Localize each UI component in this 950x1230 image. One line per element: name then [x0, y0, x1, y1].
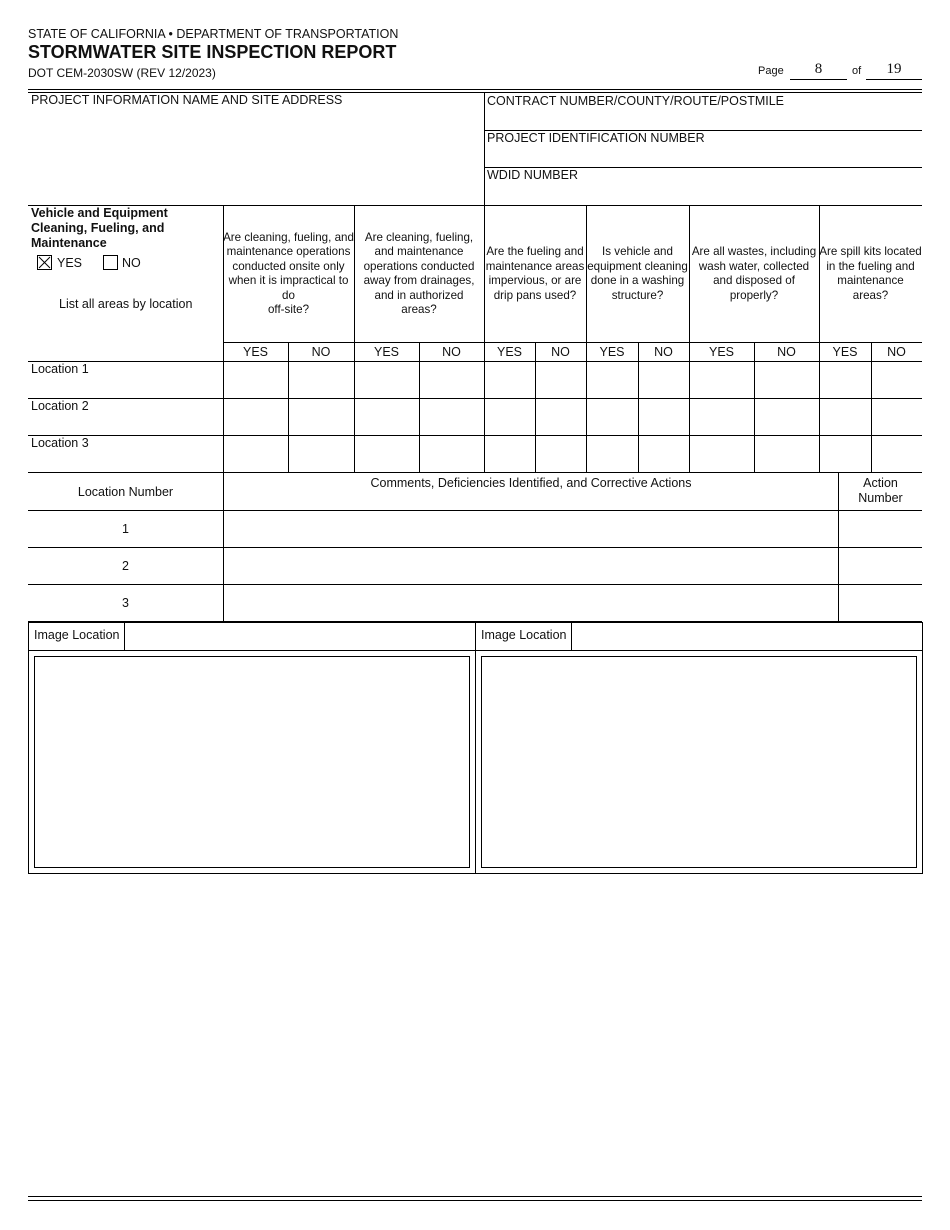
comment-location-number-3: 3 [122, 596, 129, 610]
image-frame-left[interactable] [34, 656, 470, 868]
answer-cell-loc3-q4-no[interactable] [639, 436, 689, 471]
answer-cell-loc1-q3-yes[interactable] [485, 362, 535, 397]
answer-cell-loc1-q4-no[interactable] [639, 362, 689, 397]
no-col-header-q6: NO [887, 345, 906, 359]
yes-col-header-q4: YES [599, 345, 625, 359]
image-location-field-right[interactable] [572, 623, 922, 649]
no-col-header-q1: NO [311, 345, 331, 359]
no-col-header-q4: NO [654, 345, 673, 359]
yes-col-header-q3: YES [496, 345, 522, 359]
footer-rule [28, 1196, 922, 1197]
comment-field-1[interactable] [224, 511, 838, 547]
contract-number-field[interactable] [486, 110, 922, 130]
project-name-label: PROJECT INFORMATION NAME AND SITE ADDRESS [31, 93, 343, 107]
answer-cell-loc1-q1-yes[interactable] [224, 362, 288, 397]
answer-cell-loc2-q2-no[interactable] [420, 399, 484, 434]
question-header-3: Are the fueling and maintenance areas impervious, or are drip pans used? [485, 245, 585, 302]
wdid-field[interactable] [486, 184, 922, 204]
answer-cell-loc3-q3-yes[interactable] [485, 436, 535, 471]
answer-cell-loc2-q6-yes[interactable] [820, 399, 871, 434]
section-no-checkbox[interactable] [103, 255, 118, 270]
image-location-label-right: Image Location [481, 628, 567, 642]
contract-number-label: CONTRACT NUMBER/COUNTY/ROUTE/POSTMILE [487, 94, 785, 108]
answer-cell-loc3-q1-no[interactable] [289, 436, 354, 471]
location-label-2: Location 2 [31, 399, 89, 413]
answer-cell-loc3-q6-no[interactable] [872, 436, 922, 471]
no-col-header-q5: NO [777, 345, 796, 359]
agency-line: STATE OF CALIFORNIA • DEPARTMENT OF TRANSPORTATION [28, 27, 399, 41]
answer-cell-loc2-q1-yes[interactable] [224, 399, 288, 434]
answer-cell-loc3-q3-no[interactable] [536, 436, 586, 471]
comment-location-number-1: 1 [122, 522, 129, 536]
project-name-field[interactable] [29, 110, 483, 204]
yes-col-header-q5: YES [708, 345, 734, 359]
answer-cell-loc1-q2-no[interactable] [420, 362, 484, 397]
action-number-field-2[interactable] [839, 548, 922, 584]
comments-header: Comments, Deficiencies Identified, and Corrective Actions [370, 476, 692, 490]
location-number-header: Location Number [77, 484, 174, 499]
yes-col-header-q2: YES [373, 345, 399, 359]
image-location-label-left: Image Location [34, 628, 120, 642]
yes-col-header-q1: YES [242, 345, 268, 359]
image-location-field-left[interactable] [125, 623, 474, 649]
answer-cell-loc1-q6-yes[interactable] [820, 362, 871, 397]
question-header-2: Are cleaning, fueling, and maintenance operations conducted away from drainages, and in authorized areas? [363, 230, 475, 316]
comment-location-number-2: 2 [122, 559, 129, 573]
answer-cell-loc1-q5-yes[interactable] [690, 362, 754, 397]
section-title: Vehicle and Equipment Cleaning, Fueling, and Maintenance [31, 206, 168, 250]
answer-cell-loc3-q2-yes[interactable] [355, 436, 419, 471]
answer-cell-loc2-q5-no[interactable] [755, 399, 819, 434]
answer-cell-loc2-q3-yes[interactable] [485, 399, 535, 434]
answer-cell-loc3-q2-no[interactable] [420, 436, 484, 471]
answer-cell-loc1-q3-no[interactable] [536, 362, 586, 397]
section-no-label: NO [122, 256, 141, 270]
section-yes-checkbox[interactable] [37, 255, 52, 270]
question-header-4: Is vehicle and equipment cleaning done in a washing structure? [587, 245, 688, 302]
answer-cell-loc2-q2-yes[interactable] [355, 399, 419, 434]
answer-cell-loc3-q1-yes[interactable] [224, 436, 288, 471]
section-yes-label: YES [57, 256, 83, 270]
location-label-3: Location 3 [31, 436, 89, 450]
answer-cell-loc3-q4-yes[interactable] [587, 436, 638, 471]
yes-col-header-q6: YES [832, 345, 858, 359]
answer-cell-loc2-q6-no[interactable] [872, 399, 922, 434]
wdid-label: WDID NUMBER [487, 168, 578, 182]
check-x-icon [38, 256, 51, 269]
action-number-field-3[interactable] [839, 585, 922, 621]
comment-field-2[interactable] [224, 548, 838, 584]
answer-cell-loc1-q2-yes[interactable] [355, 362, 419, 397]
form-id: DOT CEM-2030SW (REV 12/2023) [28, 66, 216, 80]
answer-cell-loc1-q5-no[interactable] [755, 362, 819, 397]
list-areas-label: List all areas by location [59, 297, 193, 311]
action-number-field-1[interactable] [839, 511, 922, 547]
answer-cell-loc1-q1-no[interactable] [289, 362, 354, 397]
answer-cell-loc3-q5-yes[interactable] [690, 436, 754, 471]
comment-field-3[interactable] [224, 585, 838, 621]
project-id-label: PROJECT IDENTIFICATION NUMBER [487, 131, 705, 145]
of-label: of [852, 65, 862, 77]
answer-cell-loc2-q4-no[interactable] [639, 399, 689, 434]
page-number-field[interactable]: 8 [814, 61, 823, 77]
answer-cell-loc2-q1-no[interactable] [289, 399, 354, 434]
no-col-header-q3: NO [551, 345, 570, 359]
answer-cell-loc1-q4-yes[interactable] [587, 362, 638, 397]
no-col-header-q2: NO [442, 345, 461, 359]
image-frame-right[interactable] [481, 656, 917, 868]
page-title: STORMWATER SITE INSPECTION REPORT [28, 42, 397, 62]
question-header-5: Are all wastes, including wash water, collected and disposed of properly? [691, 245, 817, 302]
question-header-1: Are cleaning, fueling, and maintenance operations conducted onsite only when it is impractical to do off-site? [223, 230, 354, 316]
action-number-header: Action Number [858, 476, 903, 505]
answer-cell-loc1-q6-no[interactable] [872, 362, 922, 397]
answer-cell-loc2-q4-yes[interactable] [587, 399, 638, 434]
page-label: Page [758, 65, 784, 77]
question-header-6: Are spill kits located in the fueling and maintenance areas? [819, 245, 922, 302]
answer-cell-loc3-q6-yes[interactable] [820, 436, 871, 471]
project-id-field[interactable] [486, 147, 922, 167]
answer-cell-loc3-q5-no[interactable] [755, 436, 819, 471]
answer-cell-loc2-q5-yes[interactable] [690, 399, 754, 434]
total-pages-field[interactable]: 19 [886, 61, 902, 77]
answer-cell-loc2-q3-no[interactable] [536, 399, 586, 434]
location-label-1: Location 1 [31, 362, 89, 376]
